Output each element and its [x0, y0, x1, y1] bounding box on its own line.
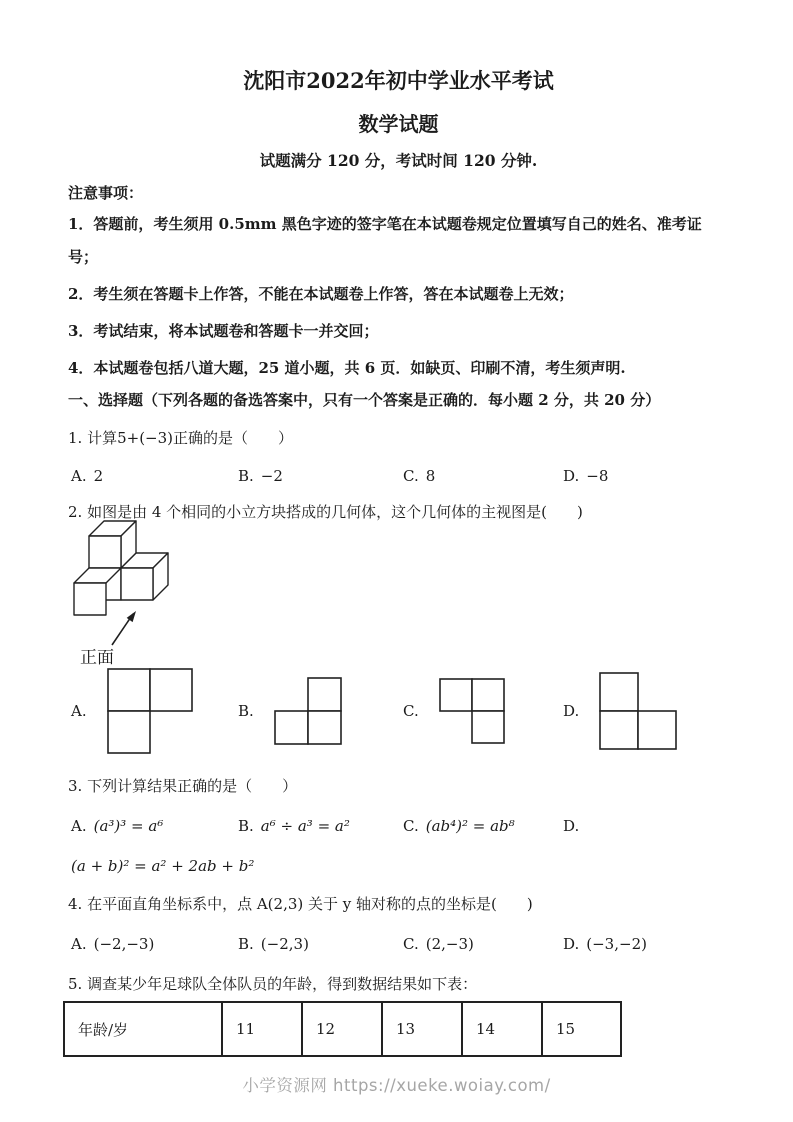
option-label: B.: [238, 702, 254, 720]
tromino-shape-d: [598, 671, 678, 751]
q3-option-b: [238, 813, 403, 839]
option-value: 2: [93, 467, 104, 485]
q3-option-a: [71, 813, 238, 839]
option-label: A.: [71, 702, 87, 720]
q1-option-d: [563, 465, 729, 487]
option-expression: (a³)³ = a⁶: [93, 817, 164, 835]
tromino-shape-b: [273, 676, 343, 746]
option-coordinates: (−2,−3): [93, 935, 155, 953]
question-2-options: [68, 661, 729, 761]
q4-option-c: [403, 931, 563, 957]
option-label: B.: [238, 935, 254, 953]
question-1-options: [68, 465, 729, 487]
section-1-heading: 一、选择题（下列各题的备选答案中，只有一个答案是正确的．每小题 2 分，共 20 分）: [68, 391, 661, 409]
option-label: D.: [563, 935, 580, 953]
page-title: 沈阳市2022年初中学业水平考试: [243, 68, 554, 93]
option-expression: a⁶ ÷ a³ = a²: [260, 817, 350, 835]
option-label: C.: [403, 467, 419, 485]
q1-option-b: [238, 465, 403, 487]
table-cell-age-14: 14: [462, 1002, 542, 1056]
option-label: A.: [71, 817, 87, 835]
question-4-text: 4. 在平面直角坐标系中，点 A(2,3) 关于 y 轴对称的点的坐标是( ): [68, 895, 533, 913]
q1-option-c: [403, 465, 563, 487]
table-cell-age-12: 12: [302, 1002, 382, 1056]
notice-heading: 注意事项：: [68, 184, 144, 202]
notice-item-4: 4．本试题卷包括八道大题，25 道小题，共 6 页．如缺页、印刷不清，考生须声明.: [68, 359, 626, 377]
q2-option-a: [71, 667, 238, 755]
question-5-text: 5. 调查某少年足球队全体队员的年龄，得到数据结果如下表：: [68, 975, 478, 993]
q2-option-b: [238, 676, 403, 746]
notice-item-3: 3．考试结束，将本试题卷和答题卡一并交回；: [68, 322, 379, 340]
option-label: B.: [238, 817, 254, 835]
q4-option-a: [71, 931, 238, 957]
option-label: A.: [71, 467, 87, 485]
option-label: C.: [403, 702, 419, 720]
table-row: [64, 1002, 621, 1056]
q4-option-b: [238, 931, 403, 957]
option-expression: (ab⁴)² = ab⁸: [425, 817, 515, 835]
option-coordinates: (2,−3): [425, 935, 474, 953]
table-cell-age-11: 11: [222, 1002, 302, 1056]
q1-option-a: [71, 465, 238, 487]
q3-option-d-expression: (a + b)² = a² + 2ab + b²: [71, 857, 255, 875]
q2-option-d: [563, 671, 729, 751]
tromino-shape-c: [438, 677, 506, 745]
table-cell-age-13: 13: [382, 1002, 462, 1056]
q3-option-c: [403, 813, 563, 839]
question-3-text: 3. 下列计算结果正确的是（ ）: [68, 777, 298, 795]
page-subtitle: 数学试题: [358, 112, 439, 136]
option-coordinates: (−2,3): [260, 935, 309, 953]
question-1-text: 1. 计算5+(−3)正确的是（ ）: [68, 429, 294, 447]
tromino-shape-a: [106, 667, 194, 755]
option-label: B.: [238, 467, 254, 485]
option-coordinates: (−3,−2): [586, 935, 647, 953]
table-cell-age-15: 15: [542, 1002, 621, 1056]
question-4-options: [68, 931, 729, 957]
option-label: A.: [71, 935, 87, 953]
table-header-cell: 年龄/岁: [64, 1002, 222, 1056]
watermark-footer: 小学资源网 https://xueke.woiay.com/: [242, 1076, 551, 1095]
option-label: C.: [403, 817, 419, 835]
option-label: D.: [563, 817, 580, 835]
age-table: [63, 1001, 622, 1057]
cube-figure: [62, 519, 729, 669]
option-value: −8: [586, 467, 609, 485]
question-3-options: [68, 813, 729, 839]
cube-figure-drawing: [62, 519, 187, 669]
option-label: D.: [563, 702, 580, 720]
notice-item-2: 2．考生须在答题卡上作答，不能在本试题卷上作答，答在本试题卷上无效；: [68, 285, 574, 303]
option-label: C.: [403, 935, 419, 953]
q3-option-d: [563, 813, 729, 839]
option-label: D.: [563, 467, 580, 485]
q4-option-d: [563, 931, 729, 957]
front-label: 正面: [80, 648, 114, 668]
q2-option-c: [403, 677, 563, 745]
option-value: 8: [425, 467, 436, 485]
exam-info-line: 试题满分 120 分，考试时间 120 分钟.: [259, 151, 538, 170]
notice-item-1: 1．答题前，考生须用 0.5mm 黑色字迹的签字笔在本试题卷规定位置填写自己的姓名、准考证号；: [68, 215, 702, 266]
question-2-text: 2. 如图是由 4 个相同的小立方块搭成的几何体，这个几何体的主视图是( ): [68, 503, 583, 521]
option-value: −2: [260, 467, 283, 485]
